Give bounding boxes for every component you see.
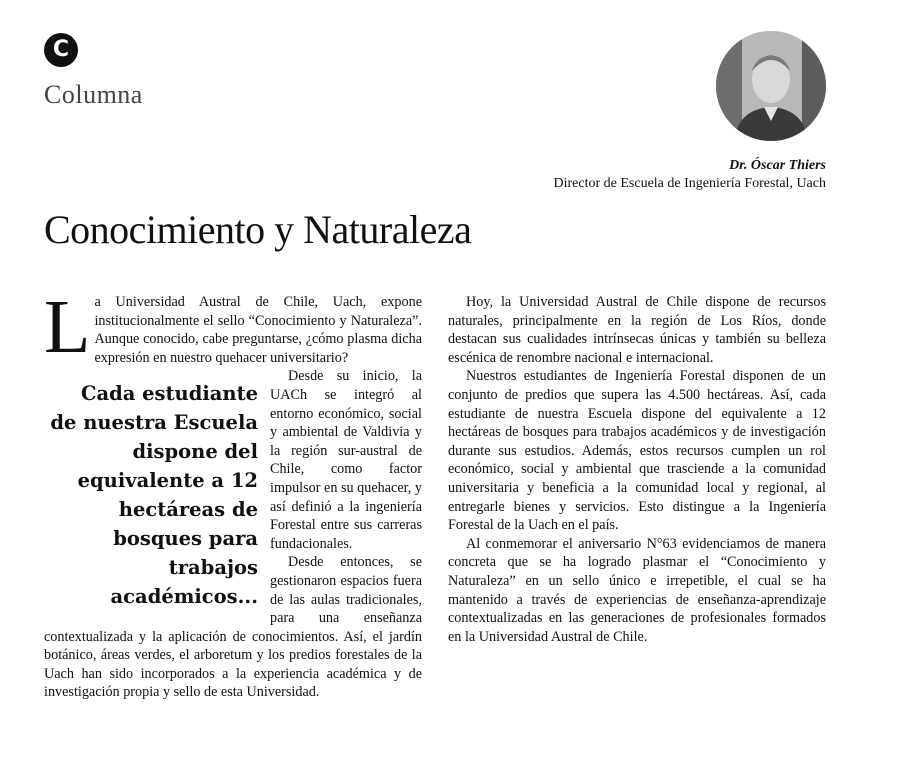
column-badge: C: [44, 33, 78, 67]
pull-quote: Cada estudiante de nuestra Escuela dispone del equivalente a 12 hectáreas de bosques para trabajos académicos...: [50, 382, 258, 609]
author-photo: [716, 31, 826, 141]
article-headline: Conocimiento y Naturaleza: [44, 207, 472, 252]
drop-cap: L: [44, 285, 91, 369]
author-portrait-icon: [716, 31, 826, 141]
left-paragraph-3: Desde entonces, se gestionaron espacios fuera de las aulas tradicionales, para una enseñanza contextualizada y la aplicación de conocimientos. Así, el jardín botánico, áreas verdes, el arboretum y los predios forestales de la Uach han sido incorporados a la experiencia académica y de investigación propia y sello de esta Universidad.: [44, 554, 422, 701]
right-paragraph-2: Nuestros estudiantes de Ingeniería Forestal disponen de un conjunto de predios que supera las 4.500 hectáreas. Así, cada estudiante de nuestra Escuela dispone del equivalente a 12 hectáreas de bosques para trabajos académicos y de investigación durante sus estudios. Además, estos recursos cumplen un rol económico, social y ambiental que trasciende a la comunidad universitaria y beneficia a la comunidad local y regional, al entregarle bienes y servicios. Esto distingue a la Ingeniería Forestal de la Uach en el país.: [448, 368, 826, 534]
section-label: Columna: [44, 80, 143, 109]
author-role: Director de Escuela de Ingeniería Forestal, Uach: [553, 176, 826, 191]
author-name: Dr. Óscar Thiers: [729, 158, 826, 173]
left-paragraph-1: a Universidad Austral de Chile, Uach, expone institucionalmente el sello “Conocimiento y Naturaleza”. Aunque conocido, cabe preguntarse, ¿cómo plasma dicha expresión en nuestro quehacer universitario?: [94, 294, 422, 366]
right-paragraph-1: Hoy, la Universidad Austral de Chile dispone de recursos naturales, principalmente en la región de Los Ríos, donde destacan sus cualidades intrínsecas únicas y también su belleza escénica de renombre nacional e internacional.: [448, 294, 826, 366]
left-paragraph-2: [44, 367, 422, 609]
left-column: [44, 285, 422, 702]
right-paragraph-3: Al conmemorar el aniversario N°63 evidenciamos de manera concreta que se ha logrado plasmar el “Conocimiento y Naturaleza” en un sello único e irrepetible, el cual se ha mantenido a través de experiencias de enseñanza-aprendizaje contextualizadas en las generaciones de profesionales formados en la Universidad Austral de Chile.: [448, 535, 826, 645]
right-column: [448, 293, 826, 646]
author-block: [554, 158, 827, 192]
left-paragraph-2-text: Desde su inicio, la UACh se integró al entorno económico, social y ambiental de Valdivia y la región sur-austral de Chile, como factor impulsor en su quehacer, y así definió a la ingeniería Forestal entre sus carreras fundacionales.: [270, 368, 422, 552]
